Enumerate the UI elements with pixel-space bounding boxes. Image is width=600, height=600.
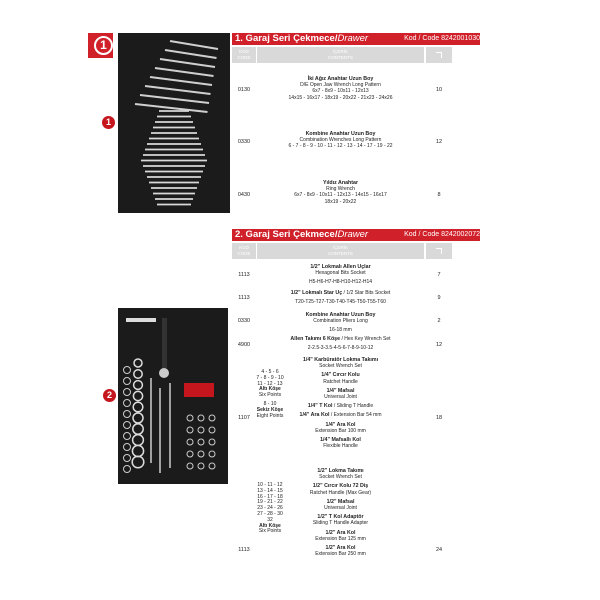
- item-desc: / Sliding T Handle: [332, 403, 374, 410]
- row-contents: [257, 131, 424, 150]
- row-code: 1113: [238, 272, 250, 278]
- item-badge-2: 2: [103, 389, 116, 402]
- row-code: 1113: [238, 295, 250, 301]
- size-line: 32: [267, 516, 273, 523]
- size-line: 10 - 11 - 12: [257, 482, 283, 488]
- item-desc: Universal Joint: [324, 394, 357, 401]
- item-desc: Socket Wrench Set: [319, 474, 362, 481]
- socket-icon: [209, 439, 215, 445]
- socket-icon: [124, 400, 131, 407]
- row-code: 1107: [238, 415, 250, 421]
- socket-icon: [133, 424, 143, 434]
- row-qty: 24: [435, 547, 443, 553]
- col-qty: [426, 47, 452, 63]
- row-contents: [257, 312, 424, 334]
- row-qty: 9: [437, 295, 441, 301]
- item-desc: Combination Wrenches Long Pattern: [299, 137, 382, 144]
- socket-icon: [187, 463, 193, 469]
- socket-icon: [124, 444, 131, 451]
- item-name: 1/4" Ara Kol: [299, 412, 330, 419]
- row-code: 4900: [237, 342, 251, 348]
- socket-icon: [187, 439, 193, 445]
- item-desc: Ratchet Handle (Max Gear): [309, 489, 372, 496]
- socket-icon: [124, 389, 131, 396]
- socket-icon: [124, 455, 131, 462]
- item-desc: Universal Joint: [324, 505, 357, 512]
- socket-icon: [132, 456, 144, 468]
- size-line: 14x15 - 16x17 - 18x19 - 20x22 - 21x23 - 24x26: [288, 94, 393, 101]
- item-desc: Ratchet Handle: [323, 378, 358, 385]
- drawer-2-title: 2. Garaj Seri Çekmece/Drawer: [235, 229, 369, 240]
- item-name: 1/4" Cırcır Kolu: [321, 372, 360, 379]
- socket-icon: [209, 415, 215, 421]
- item-name: 1/2" Lokmalı Allen Uçlar: [310, 264, 371, 270]
- six-points-en: Six Points: [258, 392, 282, 399]
- item-name: 1/2" T Kol Adaptör: [317, 514, 364, 521]
- socket-icon: [134, 381, 143, 390]
- socket-icon: [124, 422, 131, 429]
- size-line: H5-H6-H7-H8-H10-H12-H14: [308, 279, 373, 286]
- socket-icon: [209, 451, 215, 457]
- item-name: Yıldız Anahtar: [322, 180, 359, 186]
- size-line: 8 - 10: [263, 400, 277, 407]
- col-contents: İÇERİK CONTENTS: [257, 243, 424, 259]
- corner-bracket-icon: [436, 52, 442, 58]
- eight-points-tr: Sekiz Köşe: [256, 406, 284, 413]
- item-name: Kombine Anahtar Uzun Boy: [305, 312, 376, 318]
- item-desc: / Extension Bar 54 mm: [329, 412, 382, 419]
- row-qty: 7: [437, 272, 441, 278]
- socket-icon: [209, 463, 215, 469]
- size-line: 27 - 28 - 30: [257, 510, 283, 517]
- socket-icon: [198, 439, 204, 445]
- socket-icon: [124, 378, 131, 385]
- wrench-icon: [150, 77, 212, 85]
- socket-icon: [198, 451, 204, 457]
- socket-icon: [124, 433, 131, 440]
- col-contents: İÇERİK CONTENTS: [257, 47, 424, 63]
- item-name: 1/2" Ara Kol: [325, 529, 356, 536]
- col-code: KOD CODE: [232, 47, 256, 63]
- item-desc: Flexible Handle: [323, 443, 358, 450]
- size-line: 11 - 12 - 13: [257, 380, 283, 387]
- item-desc: / 1/2 Star Bits Socket: [342, 290, 391, 296]
- size-line: 6x7 - 8x9 - 10x11 - 12x13: [312, 88, 369, 95]
- item-badge-1: 1: [102, 116, 115, 129]
- eight-points-en: Eight Points: [256, 412, 284, 419]
- row-qty: 10: [435, 87, 443, 93]
- socket-icon: [187, 427, 193, 433]
- item-name: 1/4" Ara Kol: [325, 421, 356, 428]
- item-desc: Ring Wrench: [326, 186, 355, 193]
- size-line: T20-T25-T27-T30-T40-T45-T50-T55-T60: [295, 299, 386, 306]
- row-contents: [257, 180, 424, 205]
- hex-key-set-icon: [184, 383, 214, 397]
- item-desc: Socket Wrench Set: [319, 363, 362, 370]
- wrench-icon: [140, 95, 209, 103]
- drawer-1-title: 1. Garaj Seri Çekmece/Drawer: [235, 33, 369, 44]
- socket-icon: [133, 391, 142, 400]
- row-code: 0430: [237, 192, 251, 198]
- socket-icon: [134, 359, 142, 367]
- socket-icon: [133, 413, 143, 423]
- socket-icon: [209, 427, 215, 433]
- six-points-tr: Altı Köşe: [259, 522, 281, 529]
- ratchet-head-icon: [159, 368, 169, 378]
- row-contents: [257, 264, 424, 286]
- row-code: 0330: [237, 318, 251, 324]
- size-line: 4 - 5 - 6: [261, 369, 279, 375]
- item-desc: / Hex Key Wrench Set: [340, 336, 391, 342]
- size-line: 13 - 14 - 15: [257, 487, 283, 494]
- row-qty: 12: [435, 342, 443, 348]
- item-name: 1/2" Lokmalı Star Uç: [290, 290, 343, 296]
- size-line: 16 - 17 - 18: [257, 493, 283, 500]
- row-contents: [257, 336, 424, 351]
- item-name: 1/2" Cırcır Kolu 72 Diş: [312, 483, 369, 490]
- six-points-tr: Altı Köşe: [259, 386, 281, 393]
- drawer-2-title-bar: [232, 229, 480, 241]
- item-name: 1/4" T Kol: [307, 403, 333, 410]
- item-name: 1/2" Lokma Takımı: [317, 468, 364, 474]
- drawer-1-title-bar: [232, 33, 480, 45]
- size-line: 6x7 - 8x9 - 10x11 - 12x13 - 14x15 - 16x17: [294, 192, 387, 199]
- wrench-icon: [170, 41, 218, 49]
- row-qty: 12: [435, 139, 443, 145]
- size-line: 7 - 8 - 9 - 10: [256, 374, 284, 381]
- socket-icon: [124, 411, 131, 418]
- item-desc: Sliding T Handle Adapter: [312, 520, 369, 527]
- wrench-icon: [145, 86, 211, 94]
- socket-icon: [124, 466, 131, 473]
- row-code: 0130: [237, 87, 251, 93]
- item-desc: D/E Open Jaw Wrench Long Pattern: [300, 82, 381, 89]
- item-desc: Combination Pliers Long: [313, 318, 368, 325]
- row-contents: [257, 357, 424, 452]
- col-code: KOD CODE: [232, 243, 256, 259]
- row-qty: 8: [437, 192, 441, 198]
- spacer: [257, 449, 424, 452]
- size-line: 16-18 mm: [329, 327, 352, 334]
- drawer-2-image: [118, 308, 228, 484]
- drawer-1-code: Kod / Code 8242001030: [404, 33, 480, 45]
- item-desc: Hexagonal Bits Socket: [315, 270, 366, 277]
- section-tab-1: 1: [88, 33, 113, 58]
- ratchet-icon: [162, 318, 167, 368]
- wrench-icon: [160, 59, 215, 67]
- spacer: [257, 557, 424, 560]
- socket-icon: [187, 415, 193, 421]
- item-desc: Extension Bar 100 mm: [315, 427, 366, 434]
- extension-bar-icon: [126, 318, 156, 322]
- row-code: 1113: [238, 547, 250, 553]
- item-desc: Extension Bar 125 mm: [315, 535, 366, 542]
- drawer-2-code: Kod / Code 8242002072: [404, 229, 480, 241]
- item-name: 1/4" Mafsal: [326, 387, 355, 394]
- row-qty: 2: [437, 318, 441, 324]
- size-line: 23 - 24 - 26: [257, 505, 283, 512]
- wrench-icon: [155, 68, 214, 76]
- socket-icon: [134, 370, 142, 378]
- wrench-icon: [165, 50, 217, 58]
- row-qty: 18: [435, 415, 443, 421]
- item-name: 1/4" Mafsallı Kol: [320, 437, 361, 444]
- item-desc: Extension Bar 250 mm: [315, 551, 366, 558]
- row-contents: [257, 468, 424, 560]
- socket-icon: [124, 367, 131, 374]
- item-name: İki Ağız Anahtar Uzun Boy: [307, 76, 374, 82]
- corner-bracket-icon: [436, 248, 442, 254]
- size-line: 19 - 21 - 22: [257, 499, 283, 506]
- socket-icon: [133, 435, 144, 446]
- row-code: 0330: [237, 139, 251, 145]
- col-qty: [426, 243, 452, 259]
- item-name: Allen Takımı 6 Köşe: [290, 336, 341, 342]
- six-points-en: Six Points: [258, 528, 282, 535]
- size-line: 6 - 7 - 8 - 9 - 10 - 11 - 12 - 13 - 14 - 17 - 19 - 22: [288, 143, 393, 150]
- socket-icon: [132, 445, 143, 456]
- item-name: 1/2" Mafsal: [326, 498, 355, 505]
- item-name: Kombine Anahtar Uzun Boy: [305, 131, 376, 137]
- item-name: 1/4" Karbüratör Lokma Takımı: [302, 357, 379, 363]
- socket-icon: [187, 451, 193, 457]
- row-contents: [257, 76, 424, 101]
- socket-icon: [198, 463, 204, 469]
- size-line: 2-2.5-3-3.5-4-5-6-7-8-9-10-12: [307, 345, 374, 352]
- socket-icon: [133, 402, 143, 412]
- size-line: 18x19 - 20x22: [324, 198, 357, 205]
- item-name: 1/2" Ara Kol: [325, 545, 356, 552]
- socket-icon: [198, 427, 204, 433]
- row-contents: [257, 290, 424, 305]
- drawer-1-image: [118, 33, 230, 213]
- socket-icon: [198, 415, 204, 421]
